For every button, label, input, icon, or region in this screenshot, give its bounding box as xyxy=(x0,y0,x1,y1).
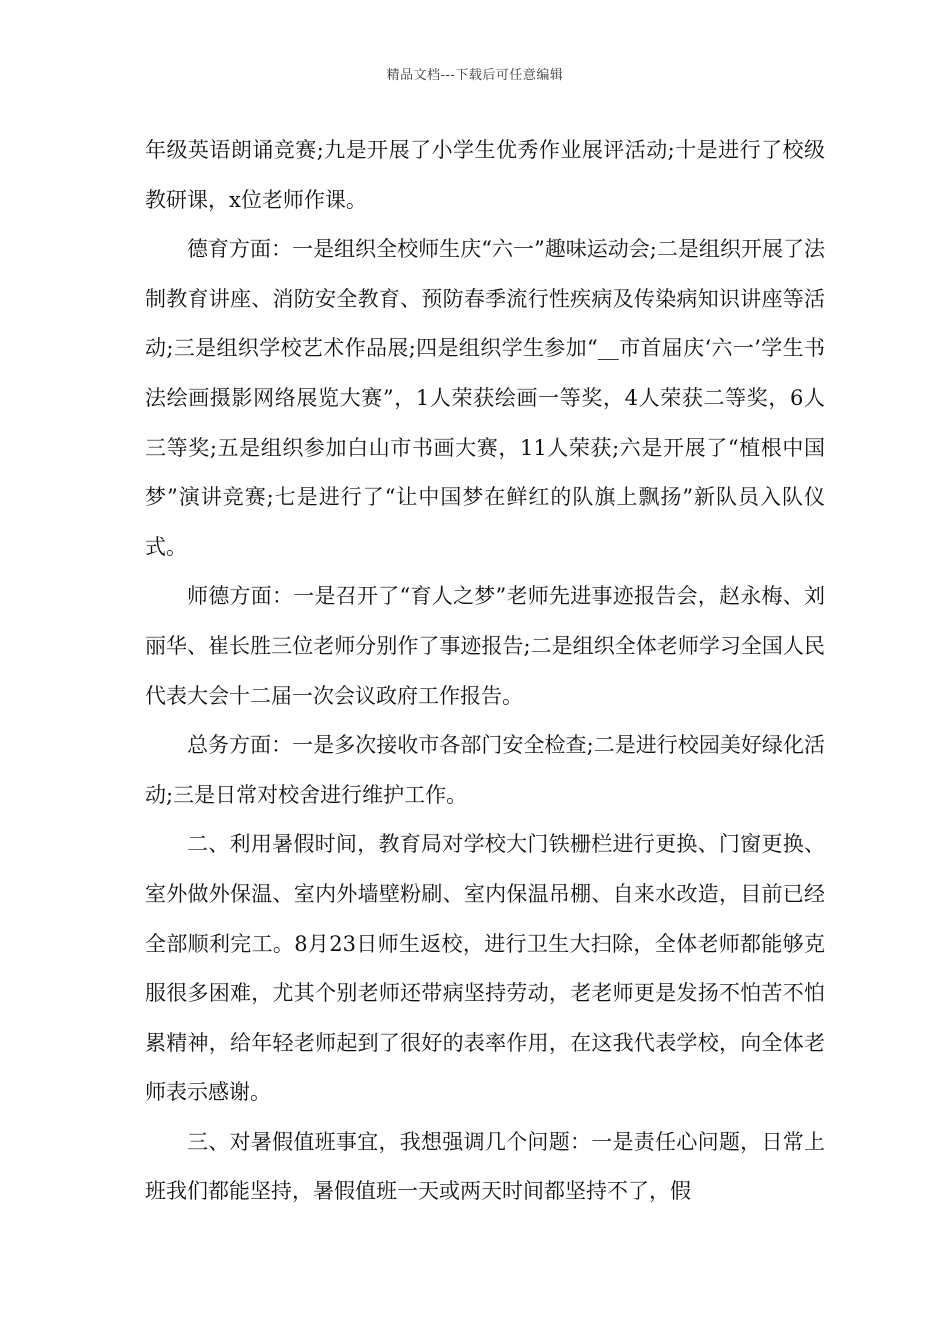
paragraph-summer-duty: 三、对暑假值班事宜，我想强调几个问题：一是责任心问题，日常上班我们都能坚持，暑假值班一天或两天时间都坚持不了，假 xyxy=(145,1129,825,1204)
paragraph-1: 年级英语朗诵竞赛;九是开展了小学生优秀作业展评活动;十是进行了校级教研课，x位老师作课。 xyxy=(145,138,825,212)
paragraph-moral-education: 德育方面：一是组织全校师生庆“六一”趣味运动会;二是组织开展了法制教育讲座、消防安全教育、预防春季流行性疾病及传染病知识讲座等活动;三是组织学校艺术作品展;四是组织学生参加“__市首届庆‘六一’学生书法绘画摄影网络展览大赛”，1人荣获绘画一等奖，4人荣获二等奖，6人三等奖;五是组织参加白山市书画大赛，11人荣获;六是开展了“植根中国梦”演讲竞赛;七是进行了“让中国梦在鲜红的队旗上飘扬”新队员入队仪式。 xyxy=(145,237,825,559)
paragraph-general-affairs: 总务方面：一是多次接收市各部门安全检查;二是进行校园美好绿化活动;三是日常对校舍进行维护工作。 xyxy=(145,733,825,807)
document-body xyxy=(145,126,825,1217)
page-header: 精品文档---下载后可任意编辑 xyxy=(386,68,564,83)
paragraph-summer-renovation: 二、利用暑假时间，教育局对学校大门铁栅栏进行更换、门窗更换、室外做外保温、室内外墙壁粉刷、室内保温吊棚、自来水改造，目前已经全部顺利完工。8月23日师生返校，进行卫生大扫除，全体老师都能够克服很多困难，尤其个别老师还带病坚持劳动，老老师更是发扬不怕苦不怕累精神，给年轻老师起到了很好的表率作用，在这我代表学校，向全体老师表示感谢。 xyxy=(145,832,825,1105)
paragraph-teacher-ethics: 师德方面：一是召开了“育人之梦”老师先进事迹报告会，赵永梅、刘丽华、崔长胜三位老师分别作了事迹报告;二是组织全体老师学习全国人民代表大会十二届一次会议政府工作报告。 xyxy=(145,584,825,708)
